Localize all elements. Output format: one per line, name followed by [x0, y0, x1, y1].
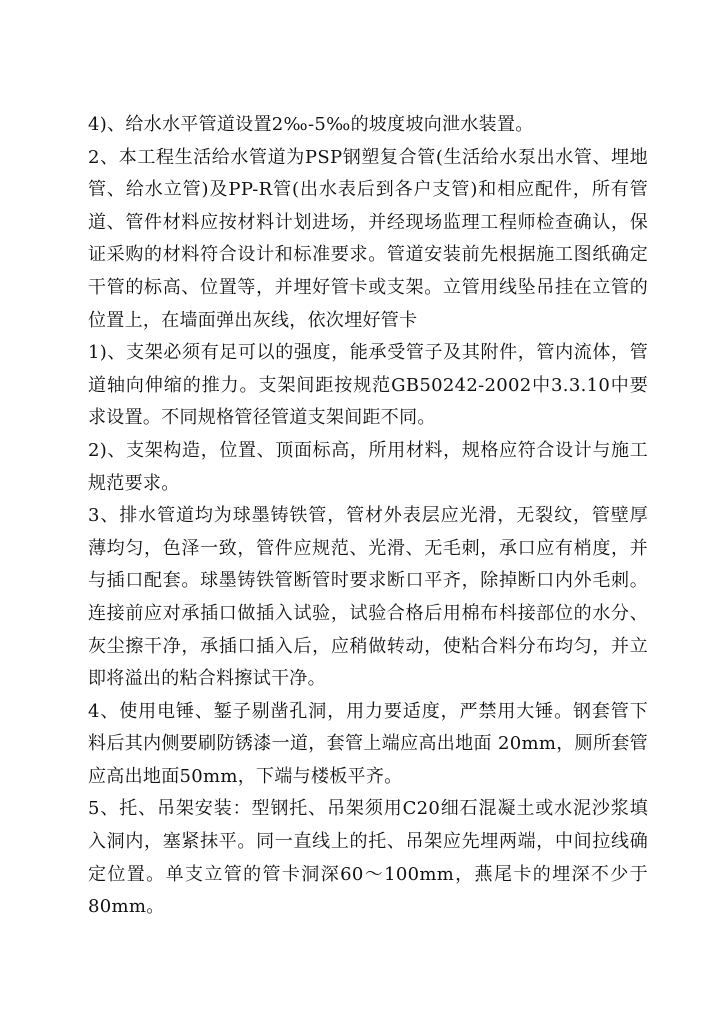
paragraph-support-structure: 2)、支架构造，位置、顶面标高，所用材料，规格应符合设计与施工规范要求。: [88, 439, 648, 494]
paragraph-slope: 4)、给水水平管道设置2‰-5‰的坡度坡向泄水装置。: [88, 114, 534, 135]
paragraph-water-supply-pipes: 2、本工程生活给水管道为PSP钢塑复合管(生活给水泵出水管、埋地管、给水立管)及PP-R管(出水表后到各户支管)和相应配件，所有管道、管件材料应按材料计划进场，并经现场监理工程师检查确认，保证采购的材料符合设计和标准要求。管道安装前先根据施工图纸确定干管的标高、位置等，并埋好管卡或支架。立管用线坠吊挂在立管的位置上，在墙面弹出灰线，依次埋好管卡: [88, 146, 648, 331]
paragraph-drilling-casing: 4、使用电锤、錾子剔凿孔洞，用力要适度，严禁用大锤。钢套管下料后其内侧要刷防锈漆一道，套管上端应高出地面 20mm，厕所套管应高出地面50mm，下端与楼板平齐。: [88, 700, 648, 787]
paragraph-support-strength: 1)、支架必须有足可以的强度，能承受管子及其附件，管内流体，管道轴向伸缩的推力。支架间距按规范GB50242-2002中3.3.10中要求设置。不同规格管径管道支架间距不同。: [88, 342, 648, 429]
paragraph-drainage-pipes: 3、排水管道均为球墨铸铁管，管材外表层应光滑，无裂纹，管壁厚薄均匀，色泽一致，管件应规范、光滑、无毛刺，承口应有梢度，并与插口配套。球墨铸铁管断管时要求断口平齐，除掉断口内外毛刺。连接前应对承插口做插入试验，试验合格后用棉布枓接部位的水分、灰尘擦干净，承插口插入后，应稍做转动，使粘合料分布均匀，并立即将溢出的粘合料擦试干净。: [88, 505, 648, 690]
document-body: [88, 109, 648, 924]
paragraph-hanger-installation: 5、托、吊架安装：型钢托、吊架须用C20细石混凝土或水泥沙浆填入洞内，塞紧抹平。同一直线上的托、吊架应先埋两端，中间拉线确定位置。单支立管的管卡洞深60～100mm，燕尾卡的埋深不少于80mm。: [88, 798, 648, 918]
